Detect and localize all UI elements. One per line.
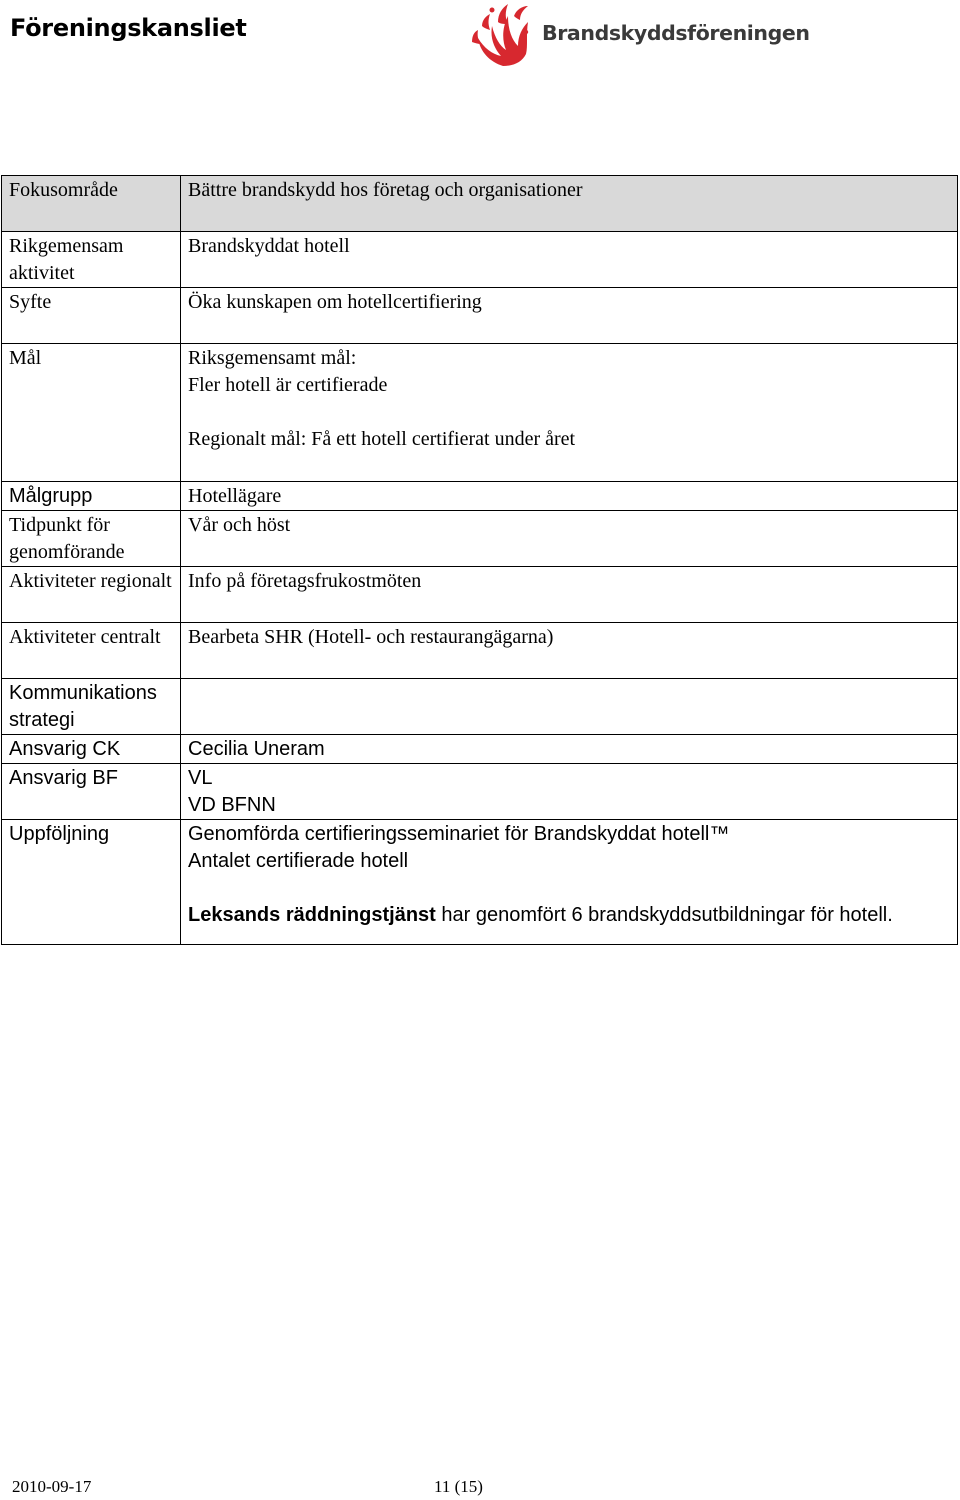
- row-label: Rikgemensam aktivitet: [2, 232, 181, 288]
- table-row: [2, 567, 958, 623]
- row-label: Mål: [2, 344, 181, 482]
- row-value: [181, 344, 958, 482]
- row-value: Cecilia Uneram: [181, 735, 958, 764]
- row-value: Vår och höst: [181, 511, 958, 567]
- uppfoljning-line: Genomförda certifieringsseminariet för Brandskyddat hotell™: [188, 823, 730, 845]
- uppfoljning-rest: har genomfört 6 brandskyddsutbildningar för hotell.: [435, 904, 893, 926]
- mal-line: Fler hotell är certifierade: [188, 374, 388, 396]
- row-label: Aktiviteter centralt: [2, 623, 181, 679]
- activity-table: [1, 175, 958, 945]
- flame-logo-icon: [468, 2, 538, 68]
- table-row: [2, 735, 958, 764]
- table-row: [2, 623, 958, 679]
- footer-page-number: 11 (15): [434, 1477, 483, 1496]
- page-header: [0, 0, 960, 80]
- bf-line: VL: [188, 767, 213, 789]
- row-label: Tidpunkt för genomförande: [2, 511, 181, 567]
- footer-date: 2010-09-17: [12, 1477, 92, 1496]
- row-value: Bättre brandskydd hos företag och organisationer: [181, 176, 958, 232]
- uppfoljning-line: Antalet certifierade hotell: [188, 850, 409, 872]
- row-label: Ansvarig CK: [2, 735, 181, 764]
- mal-line: Regionalt mål: Få ett hotell certifierat under året: [188, 428, 576, 450]
- row-label: Kommunikations strategi: [2, 679, 181, 735]
- bold-organisation: Leksands räddningstjänst: [188, 904, 436, 926]
- table-row: [2, 482, 958, 511]
- table-row: [2, 820, 958, 945]
- row-value: [181, 820, 958, 945]
- row-value: Info på företagsfrukostmöten: [181, 567, 958, 623]
- row-value: Öka kunskapen om hotellcertifiering: [181, 288, 958, 344]
- table-row: [2, 764, 958, 820]
- bf-line: VD BFNN: [188, 794, 276, 816]
- row-value: Hotellägare: [181, 482, 958, 511]
- table-row: [2, 232, 958, 288]
- table-row: [2, 288, 958, 344]
- mal-line: Riksgemensamt mål:: [188, 347, 357, 369]
- logo-wordmark: Brandskyddsföreningen: [542, 21, 810, 45]
- row-value: Brandskyddat hotell: [181, 232, 958, 288]
- row-label: Uppföljning: [2, 820, 181, 945]
- row-value: [181, 679, 958, 735]
- row-label: Fokusområde: [2, 176, 181, 232]
- table-row: [2, 176, 958, 232]
- row-value: [181, 764, 958, 820]
- row-value: Bearbeta SHR (Hotell- och restaurangägarna): [181, 623, 958, 679]
- row-label: Ansvarig BF: [2, 764, 181, 820]
- row-label: Aktiviteter regionalt: [2, 567, 181, 623]
- row-label: Syfte: [2, 288, 181, 344]
- table-row: [2, 344, 958, 482]
- table-row: [2, 679, 958, 735]
- uppfoljning-paragraph: [188, 902, 951, 929]
- row-label: Målgrupp: [2, 482, 181, 511]
- header-title: Föreningskansliet: [10, 14, 247, 42]
- table-row: [2, 511, 958, 567]
